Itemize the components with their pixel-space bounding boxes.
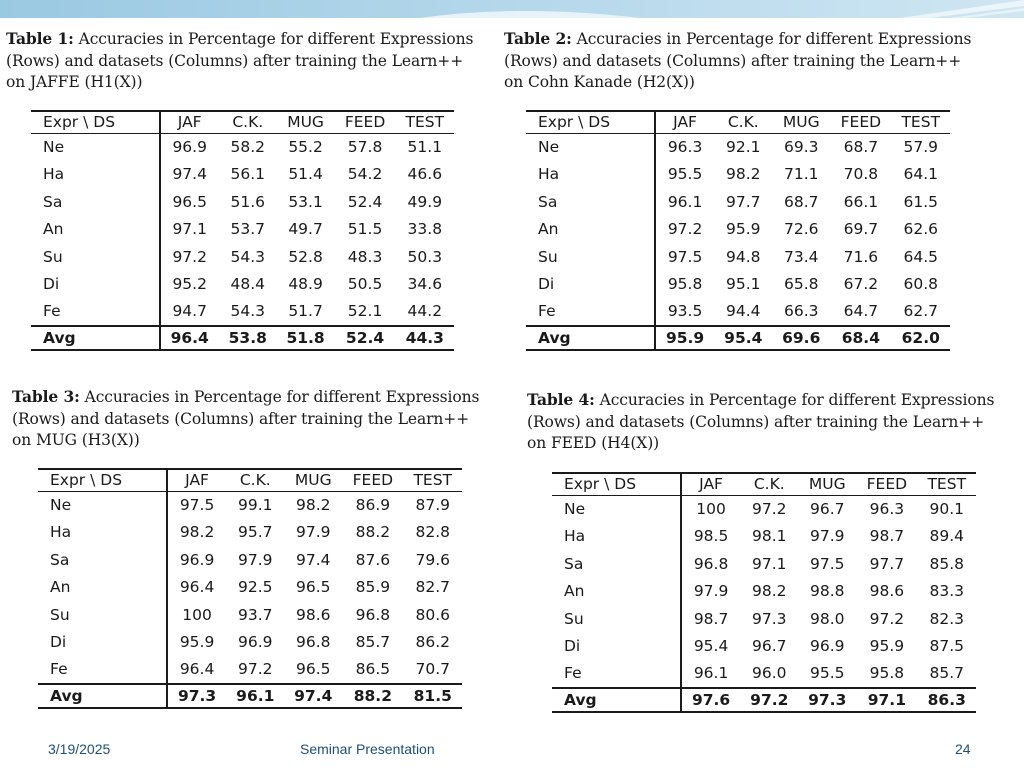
row-label: Sa [38,546,167,574]
table-cell: 95.8 [667,275,703,294]
avg-cell: 51.8 [286,328,325,347]
table-cell: 51.4 [288,165,323,184]
table-cell: 53.7 [230,220,266,239]
table-cell: 50.3 [407,247,443,266]
row-label: Fe [38,656,167,684]
avg-label: Avg [31,326,160,350]
table-cell: 56.1 [230,165,266,184]
table-cell: 96.9 [238,633,273,652]
table-cell: 98.7 [693,609,729,628]
table-3-caption-body: Accuracies in Percentage for different Expressions (Rows) and datasets (Columns) after training the Learn++ on MUG [12,388,480,449]
table-cell: 96.9 [172,138,207,156]
table-cell: 96.7 [809,500,845,518]
table-cell: 95.9 [869,637,905,656]
table-cell: 96.0 [752,664,787,683]
table-cell: 100 [182,605,212,624]
table-2-caption-body: Accuracies in Percentage for different Expressions (Rows) and datasets (Columns) after training the Learn++ on Cohn Kanade [504,30,972,91]
table-cell: 57.9 [903,138,939,156]
table-cell: 96.8 [355,605,391,624]
table-2-caption [504,28,976,94]
table-cell: 62.7 [903,302,939,321]
table-cell: 96.9 [809,637,845,656]
table-row [552,495,976,523]
table-cell: 96.7 [752,637,787,656]
table-cell: 98.0 [809,609,845,628]
row-label: An [31,216,160,244]
row-label: Ha [31,161,160,189]
table-3-caption-model: (H3(X)) [81,431,140,449]
table-cell: 82.8 [415,523,451,542]
table-row [38,546,462,574]
table-row [526,161,950,189]
table-cell: 96.8 [295,633,331,652]
table-cell: 44.2 [407,302,443,321]
table-cell: 98.8 [809,582,845,601]
table-row [552,550,976,578]
avg-cell: 97.2 [750,690,789,709]
table-4 [552,472,976,713]
table-1-caption-model: (H1(X)) [84,73,143,91]
table-cell: 62.6 [903,220,939,239]
table-cell: 51.5 [347,220,383,239]
table-3 [38,468,462,709]
table-1 [31,110,454,351]
row-label: An [38,574,167,602]
column-header-expr-ds: Expr \ DS [38,469,167,491]
table-cell: 79.6 [415,550,451,569]
table-cell: 55.2 [288,138,323,156]
table-cell: 96.8 [693,554,729,573]
table-cell: 96.3 [869,500,905,518]
table-cell: 64.1 [903,165,939,184]
table-4-caption [527,389,1001,455]
table-cell: 87.5 [929,637,965,656]
table-3-caption-label: Table 3: [12,387,80,406]
table-cell: 53.1 [288,192,323,211]
column-header: FEED [866,475,908,494]
row-label: Ne [38,491,167,519]
avg-cell: 97.3 [808,690,847,709]
table-cell: 92.5 [238,578,273,597]
avg-cell: 97.4 [294,686,333,705]
column-header-expr-ds: Expr \ DS [526,111,655,133]
column-header: FEED [840,113,882,132]
avg-row [38,684,462,708]
table-cell: 95.4 [693,637,729,656]
table-cell: 89.4 [929,527,965,546]
column-header: C.K. [232,113,264,132]
table-cell: 52.8 [288,247,323,266]
table-row [31,161,454,189]
column-header: C.K. [239,471,271,490]
table-4-panel [520,383,1010,726]
row-label: Sa [552,550,681,578]
table-cell: 71.1 [783,165,819,184]
table-cell: 60.8 [903,275,939,294]
row-label: An [552,578,681,606]
table-cell: 86.2 [415,633,451,652]
table-cell: 52.1 [347,302,383,321]
table-cell: 82.3 [929,609,965,628]
table-cell: 96.5 [295,578,331,597]
column-header: TEST [413,471,453,490]
table-cell: 98.2 [179,523,215,542]
table-row [526,271,950,299]
table-cell: 68.7 [783,192,819,211]
table-cell: 90.1 [929,500,965,518]
table-cell: 87.6 [355,550,391,569]
table-cell: 98.5 [693,527,729,546]
table-cell: 83.3 [929,582,965,601]
table-cell: 86.5 [355,660,391,679]
table-2-caption-label: Table 2: [504,29,572,48]
table-row [526,243,950,271]
table-2-caption-model: (H2(X)) [636,73,695,91]
column-header: TEST [927,475,967,494]
table-cell: 94.4 [726,302,761,321]
table-cell: 85.9 [355,578,391,597]
table-row [552,660,976,688]
avg-cell: 96.1 [236,686,275,705]
row-label: Ne [552,495,681,523]
table-cell: 88.2 [355,523,391,542]
table-cell: 82.7 [415,578,451,597]
avg-cell: 86.3 [927,690,966,709]
table-cell: 97.2 [172,247,207,266]
table-cell: 96.1 [667,192,703,211]
table-cell: 73.4 [783,247,819,266]
row-label: Di [31,271,160,299]
table-cell: 64.7 [843,302,879,321]
avg-cell: 97.3 [177,686,217,705]
table-cell: 97.7 [869,554,905,573]
table-cell: 95.9 [179,633,215,652]
table-cell: 97.2 [667,220,703,239]
avg-label: Avg [552,688,681,712]
table-cell: 98.7 [869,527,905,546]
table-row [31,216,454,244]
table-cell: 85.7 [355,633,391,652]
table-cell: 46.6 [407,165,443,184]
column-header: JAF [185,471,209,490]
slide-date: 3/19/2025 [48,741,111,757]
table-row [38,601,462,629]
avg-cell: 69.6 [782,328,821,347]
top-decor-band [0,0,1024,18]
table-cell: 96.9 [179,550,215,569]
table-cell: 86.9 [355,496,391,514]
table-cell: 48.3 [347,247,383,266]
row-label: Fe [526,298,655,326]
table-cell: 51.1 [407,138,443,156]
table-4-caption-body: Accuracies in Percentage for different Expressions (Rows) and datasets (Columns) after training the Learn++ on FEED [527,391,995,452]
column-header: C.K. [727,113,759,132]
table-row [552,633,976,661]
table-cell: 57.8 [347,138,383,156]
table-1-panel [0,18,498,363]
table-cell: 85.7 [929,664,965,683]
row-label: Fe [552,660,681,688]
table-1-caption-body: Accuracies in Percentage for different Expressions (Rows) and datasets (Columns) after training the Learn++ on JAFFE [6,30,474,91]
table-row [552,523,976,551]
table-cell: 50.5 [347,275,383,294]
table-row [31,133,454,161]
table-row [38,629,462,657]
table-row [38,656,462,684]
row-label: Di [526,271,655,299]
column-header: MUG [808,475,846,494]
table-cell: 96.3 [667,138,703,156]
table-cell: 65.8 [783,275,819,294]
table-cell: 67.2 [843,275,879,294]
avg-cell: 95.9 [665,328,705,347]
table-cell: 52.4 [347,192,383,211]
table-row [552,578,976,606]
table-cell: 64.5 [903,247,939,266]
row-label: Sa [526,188,655,216]
table-cell: 95.2 [172,275,207,294]
avg-cell: 97.6 [691,690,731,709]
table-row [552,605,976,633]
table-cell: 97.5 [667,247,703,266]
table-cell: 95.5 [809,664,845,683]
column-header: C.K. [753,475,785,494]
table-cell: 87.9 [415,496,451,514]
table-row [526,188,950,216]
table-cell: 97.1 [752,554,787,573]
row-label: Su [526,243,655,271]
header-row [552,473,976,495]
table-cell: 70.7 [415,660,451,679]
table-cell: 93.7 [238,605,273,624]
table-cell: 66.3 [783,302,819,321]
header-row [526,111,950,133]
avg-row [526,326,950,350]
column-header: FEED [344,113,386,132]
table-cell: 97.9 [693,582,729,601]
table-cell: 58.2 [230,138,266,156]
avg-cell: 44.3 [405,328,444,347]
table-1-caption-label: Table 1: [6,29,74,48]
avg-cell: 62.0 [901,328,940,347]
table-4-caption-label: Table 4: [527,390,595,409]
avg-cell: 96.4 [170,328,209,347]
table-cell: 98.6 [295,605,331,624]
table-cell: 70.8 [843,165,879,184]
table-cell: 97.2 [752,500,787,518]
table-cell: 96.1 [693,664,729,683]
avg-label: Avg [38,684,167,708]
table-1-caption [6,28,484,94]
table-cell: 98.6 [869,582,905,601]
avg-label: Avg [526,326,655,350]
row-label: Fe [31,298,160,326]
table-cell: 54.3 [230,247,266,266]
column-header: MUG [782,113,820,132]
row-label: Su [552,605,681,633]
table-cell: 92.1 [726,138,761,156]
table-cell: 96.4 [179,578,215,597]
table-cell: 97.4 [295,550,331,569]
table-cell: 94.7 [172,302,207,321]
table-cell: 96.4 [179,660,215,679]
avg-row [552,688,976,712]
column-header: JAF [673,113,697,132]
table-4-caption-model: (H4(X)) [601,434,660,452]
column-header: MUG [294,471,332,490]
table-row [38,574,462,602]
table-cell: 48.4 [230,275,266,294]
table-cell: 97.5 [179,496,215,514]
table-cell: 97.9 [295,523,331,542]
table-row [31,298,454,326]
row-label: Ha [38,519,167,547]
table-2-panel [499,24,981,361]
row-label: Su [38,601,167,629]
table-cell: 98.2 [726,165,761,184]
table-cell: 97.5 [809,554,845,573]
avg-cell: 88.2 [353,686,392,705]
avg-cell: 53.8 [228,328,267,347]
row-label: Ha [552,523,681,551]
column-header: JAF [177,113,202,132]
table-cell: 48.9 [288,275,323,294]
table-row [526,133,950,161]
header-row [38,469,462,491]
table-cell: 97.7 [726,192,761,211]
row-label: Ne [526,133,655,161]
table-cell: 34.6 [407,275,443,294]
column-header-expr-ds: Expr \ DS [31,111,160,133]
table-cell: 54.3 [230,302,266,321]
table-row [526,298,950,326]
column-header: TEST [405,113,445,132]
table-3-caption [12,386,486,452]
table-row [526,216,950,244]
table-cell: 95.7 [238,523,273,542]
table-cell: 95.8 [869,664,905,683]
header-row [31,111,454,133]
table-row [31,271,454,299]
table-cell: 96.5 [172,192,207,211]
table-cell: 97.3 [752,609,787,628]
table-cell: 98.2 [752,582,787,601]
slide-footer-title: Seminar Presentation [300,741,435,757]
table-cell: 95.1 [726,275,761,294]
table-cell: 66.1 [843,192,879,211]
table-cell: 69.3 [783,138,819,156]
table-cell: 95.9 [726,220,761,239]
avg-cell: 97.1 [867,690,906,709]
table-cell: 49.7 [288,220,323,239]
table-cell: 68.7 [843,138,879,156]
table-row [38,519,462,547]
table-row [31,243,454,271]
row-label: Su [31,243,160,271]
table-cell: 85.8 [929,554,965,573]
row-label: Sa [31,188,160,216]
column-header: FEED [352,471,394,490]
avg-cell: 81.5 [413,686,452,705]
table-cell: 100 [696,500,726,518]
table-2 [526,110,950,351]
column-header-expr-ds: Expr \ DS [552,473,681,495]
table-cell: 72.6 [783,220,819,239]
table-cell: 99.1 [238,496,273,514]
row-label: Di [552,633,681,661]
column-header: JAF [699,475,723,494]
avg-cell: 95.4 [724,328,763,347]
avg-cell: 68.4 [841,328,880,347]
table-row [31,188,454,216]
table-cell: 69.7 [843,220,879,239]
row-label: Di [38,629,167,657]
table-cell: 98.2 [295,496,331,514]
table-cell: 61.5 [903,192,939,211]
table-cell: 97.9 [238,550,273,569]
table-cell: 97.9 [809,527,845,546]
table-cell: 54.2 [347,165,383,184]
table-cell: 97.4 [172,165,207,184]
column-header: MUG [287,113,324,132]
table-cell: 94.8 [726,247,761,266]
avg-row [31,326,454,350]
table-cell: 95.5 [667,165,703,184]
column-header: TEST [901,113,941,132]
slide-page-number: 24 [955,741,971,757]
table-cell: 49.9 [407,192,443,211]
table-cell: 97.1 [172,220,207,239]
avg-cell: 52.4 [345,328,385,347]
table-cell: 97.2 [238,660,273,679]
table-cell: 71.6 [843,247,879,266]
table-cell: 80.6 [415,605,451,624]
table-cell: 51.6 [230,192,266,211]
row-label: Ha [526,161,655,189]
table-cell: 98.1 [752,527,787,546]
table-cell: 51.7 [288,302,323,321]
table-cell: 96.5 [295,660,331,679]
row-label: An [526,216,655,244]
table-cell: 93.5 [667,302,703,321]
table-3-panel [0,378,490,718]
table-cell: 97.2 [869,609,905,628]
table-row [38,491,462,519]
table-cell: 33.8 [407,220,443,239]
row-label: Ne [31,133,160,161]
